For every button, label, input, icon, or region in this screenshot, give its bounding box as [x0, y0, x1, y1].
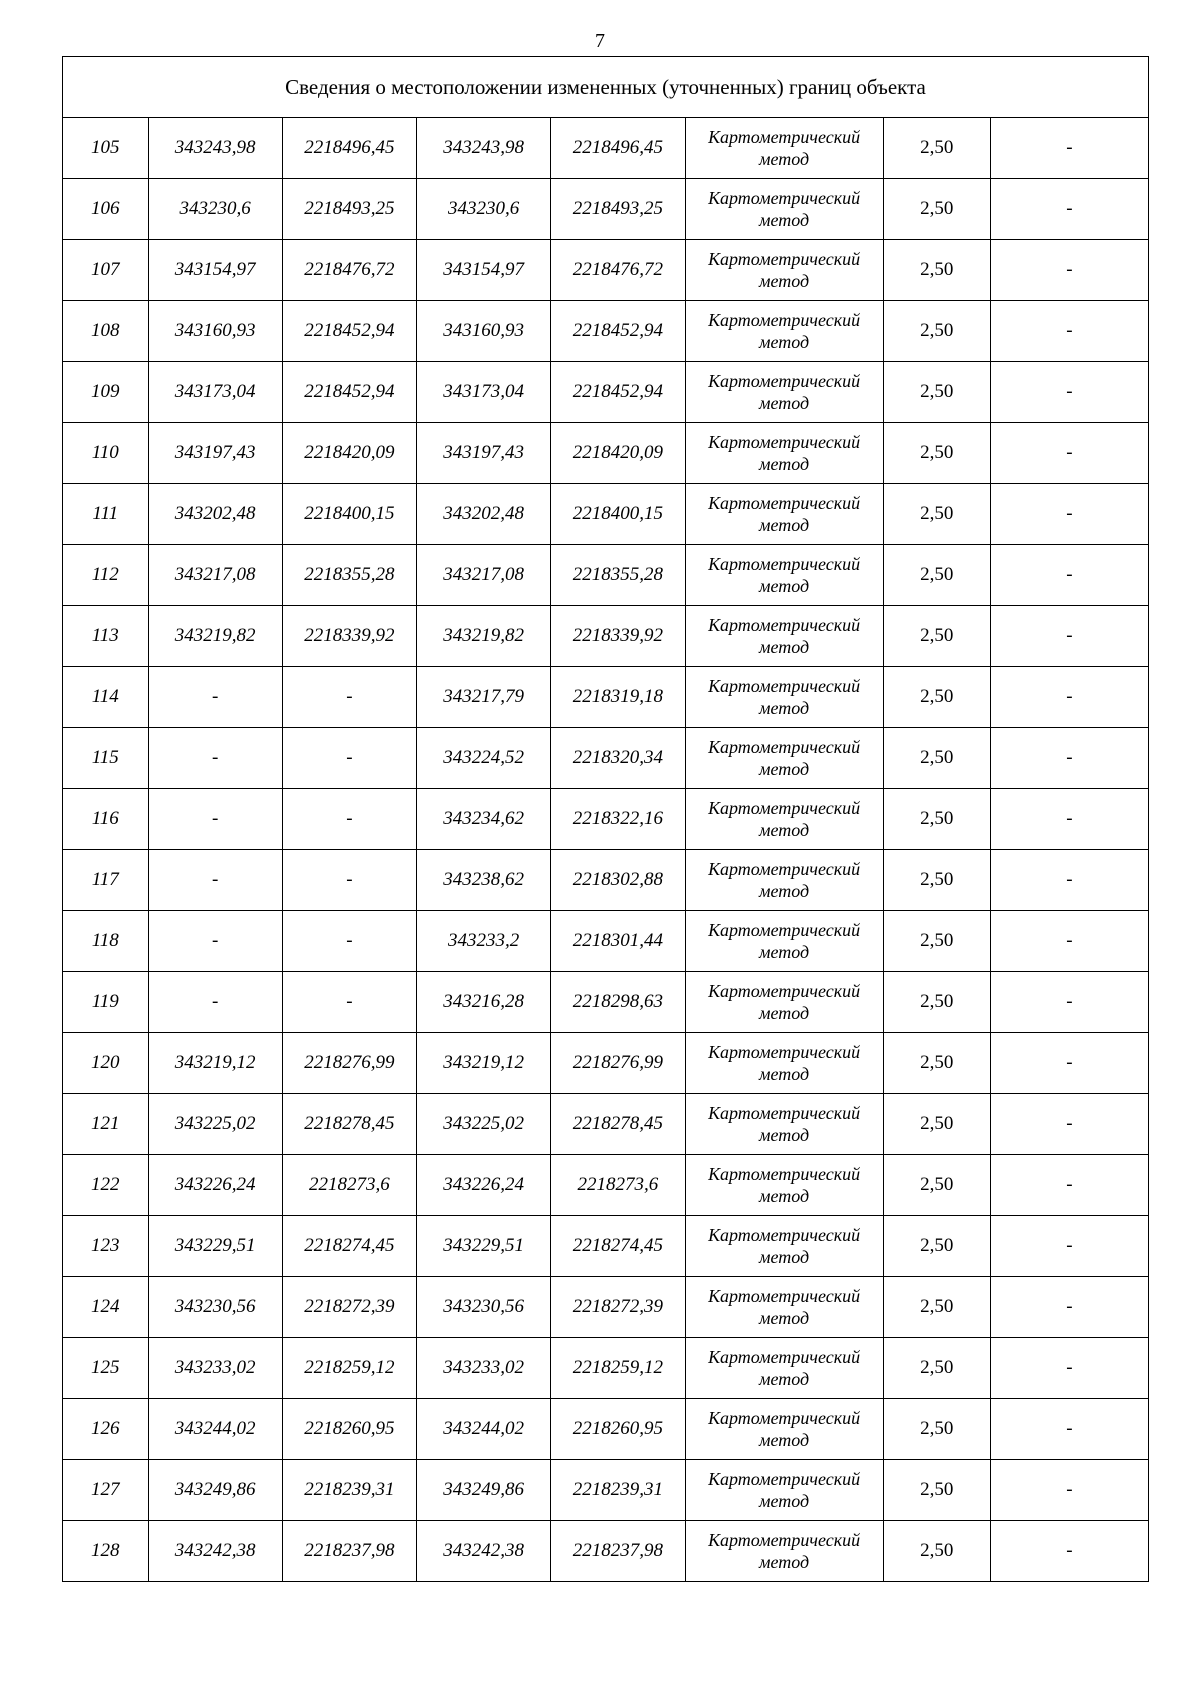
method-line-2: метод [759, 759, 810, 779]
method-line-1: Картометрический [708, 249, 861, 269]
refined-y-cell: 2218496,45 [551, 118, 685, 179]
method-line-1: Картометрический [708, 1408, 861, 1428]
note-cell: - [990, 1277, 1148, 1338]
existing-x-cell: 343219,12 [148, 1033, 282, 1094]
note-cell: - [990, 179, 1148, 240]
accuracy-cell: 2,50 [883, 1277, 990, 1338]
accuracy-cell: 2,50 [883, 179, 990, 240]
method-line-2: метод [759, 637, 810, 657]
method-line-1: Картометрический [708, 1347, 861, 1367]
accuracy-cell: 2,50 [883, 240, 990, 301]
existing-x-cell: 343230,56 [148, 1277, 282, 1338]
method-line-1: Картометрический [708, 188, 861, 208]
table-row [63, 1399, 1149, 1460]
refined-x-cell: 343238,62 [417, 850, 551, 911]
existing-y-cell: - [282, 911, 416, 972]
method-line-2: метод [759, 1552, 810, 1572]
accuracy-cell: 2,50 [883, 667, 990, 728]
accuracy-cell: 2,50 [883, 301, 990, 362]
refined-y-cell: 2218452,94 [551, 301, 685, 362]
accuracy-cell: 2,50 [883, 606, 990, 667]
refined-x-cell: 343229,51 [417, 1216, 551, 1277]
accuracy-cell: 2,50 [883, 1094, 990, 1155]
existing-y-cell: 2218452,94 [282, 301, 416, 362]
existing-y-cell: - [282, 850, 416, 911]
note-cell: - [990, 484, 1148, 545]
table-row [63, 301, 1149, 362]
refined-x-cell: 343244,02 [417, 1399, 551, 1460]
refined-x-cell: 343230,6 [417, 179, 551, 240]
point-number-cell: 110 [63, 423, 149, 484]
method-cell [685, 789, 883, 850]
method-line-1: Картометрический [708, 920, 861, 940]
note-cell: - [990, 1033, 1148, 1094]
existing-x-cell: 343226,24 [148, 1155, 282, 1216]
table-row [63, 667, 1149, 728]
refined-y-cell: 2218260,95 [551, 1399, 685, 1460]
accuracy-cell: 2,50 [883, 1033, 990, 1094]
table-row [63, 911, 1149, 972]
method-line-2: метод [759, 1186, 810, 1206]
existing-x-cell: 343244,02 [148, 1399, 282, 1460]
point-number-cell: 113 [63, 606, 149, 667]
existing-x-cell: 343249,86 [148, 1460, 282, 1521]
refined-x-cell: 343173,04 [417, 362, 551, 423]
method-line-2: метод [759, 1247, 810, 1267]
table-row [63, 1460, 1149, 1521]
refined-x-cell: 343202,48 [417, 484, 551, 545]
refined-x-cell: 343233,02 [417, 1338, 551, 1399]
method-cell [685, 911, 883, 972]
existing-x-cell: 343202,48 [148, 484, 282, 545]
table-row [63, 1033, 1149, 1094]
method-cell [685, 667, 883, 728]
method-line-1: Картометрический [708, 1103, 861, 1123]
method-line-1: Картометрический [708, 371, 861, 391]
method-line-1: Картометрический [708, 615, 861, 635]
refined-y-cell: 2218237,98 [551, 1521, 685, 1582]
point-number-cell: 116 [63, 789, 149, 850]
method-cell [685, 1033, 883, 1094]
existing-x-cell: - [148, 972, 282, 1033]
refined-x-cell: 343224,52 [417, 728, 551, 789]
accuracy-cell: 2,50 [883, 972, 990, 1033]
existing-y-cell: 2218420,09 [282, 423, 416, 484]
boundary-coordinates-table [62, 56, 1149, 1582]
existing-x-cell: 343242,38 [148, 1521, 282, 1582]
refined-y-cell: 2218302,88 [551, 850, 685, 911]
point-number-cell: 125 [63, 1338, 149, 1399]
accuracy-cell: 2,50 [883, 545, 990, 606]
note-cell: - [990, 118, 1148, 179]
table-row [63, 1338, 1149, 1399]
existing-x-cell: 343217,08 [148, 545, 282, 606]
point-number-cell: 120 [63, 1033, 149, 1094]
table-title: Сведения о местоположении измененных (уточненных) границ объекта [63, 57, 1149, 118]
existing-y-cell: 2218278,45 [282, 1094, 416, 1155]
method-line-1: Картометрический [708, 1042, 861, 1062]
method-line-1: Картометрический [708, 432, 861, 452]
refined-y-cell: 2218239,31 [551, 1460, 685, 1521]
point-number-cell: 128 [63, 1521, 149, 1582]
method-cell [685, 1094, 883, 1155]
page-number: 7 [595, 30, 605, 52]
table-title-row [63, 57, 1149, 118]
refined-x-cell: 343242,38 [417, 1521, 551, 1582]
table-row [63, 240, 1149, 301]
existing-x-cell: 343154,97 [148, 240, 282, 301]
point-number-cell: 107 [63, 240, 149, 301]
refined-x-cell: 343219,82 [417, 606, 551, 667]
existing-x-cell: 343230,6 [148, 179, 282, 240]
existing-x-cell: 343197,43 [148, 423, 282, 484]
refined-x-cell: 343154,97 [417, 240, 551, 301]
accuracy-cell: 2,50 [883, 423, 990, 484]
note-cell: - [990, 545, 1148, 606]
method-cell [685, 1338, 883, 1399]
note-cell: - [990, 606, 1148, 667]
existing-y-cell: 2218452,94 [282, 362, 416, 423]
table-row [63, 850, 1149, 911]
note-cell: - [990, 667, 1148, 728]
refined-y-cell: 2218276,99 [551, 1033, 685, 1094]
method-line-1: Картометрический [708, 1225, 861, 1245]
point-number-cell: 118 [63, 911, 149, 972]
method-cell [685, 728, 883, 789]
refined-y-cell: 2218301,44 [551, 911, 685, 972]
accuracy-cell: 2,50 [883, 1216, 990, 1277]
accuracy-cell: 2,50 [883, 362, 990, 423]
refined-x-cell: 343216,28 [417, 972, 551, 1033]
existing-y-cell: 2218493,25 [282, 179, 416, 240]
point-number-cell: 121 [63, 1094, 149, 1155]
method-cell [685, 362, 883, 423]
table-row [63, 118, 1149, 179]
refined-x-cell: 343243,98 [417, 118, 551, 179]
existing-x-cell: 343160,93 [148, 301, 282, 362]
method-line-1: Картометрический [708, 310, 861, 330]
table-row [63, 423, 1149, 484]
existing-y-cell: 2218496,45 [282, 118, 416, 179]
method-line-1: Картометрический [708, 1530, 861, 1550]
note-cell: - [990, 1399, 1148, 1460]
refined-x-cell: 343217,79 [417, 667, 551, 728]
refined-y-cell: 2218274,45 [551, 1216, 685, 1277]
existing-x-cell: - [148, 850, 282, 911]
point-number-cell: 106 [63, 179, 149, 240]
accuracy-cell: 2,50 [883, 728, 990, 789]
existing-y-cell: 2218276,99 [282, 1033, 416, 1094]
refined-y-cell: 2218319,18 [551, 667, 685, 728]
point-number-cell: 112 [63, 545, 149, 606]
method-cell [685, 1155, 883, 1216]
refined-y-cell: 2218420,09 [551, 423, 685, 484]
method-cell [685, 1521, 883, 1582]
existing-y-cell: 2218476,72 [282, 240, 416, 301]
table-row [63, 484, 1149, 545]
table-row [63, 1155, 1149, 1216]
note-cell: - [990, 1155, 1148, 1216]
refined-x-cell: 343197,43 [417, 423, 551, 484]
note-cell: - [990, 423, 1148, 484]
method-line-2: метод [759, 881, 810, 901]
refined-y-cell: 2218339,92 [551, 606, 685, 667]
note-cell: - [990, 911, 1148, 972]
accuracy-cell: 2,50 [883, 1155, 990, 1216]
point-number-cell: 114 [63, 667, 149, 728]
method-cell [685, 179, 883, 240]
method-line-2: метод [759, 515, 810, 535]
method-cell [685, 423, 883, 484]
refined-y-cell: 2218273,6 [551, 1155, 685, 1216]
table-row [63, 1521, 1149, 1582]
method-line-2: метод [759, 942, 810, 962]
method-line-2: метод [759, 698, 810, 718]
point-number-cell: 123 [63, 1216, 149, 1277]
existing-x-cell: 343229,51 [148, 1216, 282, 1277]
method-line-2: метод [759, 1125, 810, 1145]
table-row [63, 545, 1149, 606]
method-line-2: метод [759, 210, 810, 230]
accuracy-cell: 2,50 [883, 850, 990, 911]
refined-y-cell: 2218355,28 [551, 545, 685, 606]
point-number-cell: 122 [63, 1155, 149, 1216]
method-cell [685, 301, 883, 362]
method-cell [685, 545, 883, 606]
method-cell [685, 118, 883, 179]
refined-y-cell: 2218298,63 [551, 972, 685, 1033]
method-cell [685, 606, 883, 667]
note-cell: - [990, 1460, 1148, 1521]
existing-y-cell: 2218274,45 [282, 1216, 416, 1277]
method-cell [685, 1277, 883, 1338]
method-line-1: Картометрический [708, 493, 861, 513]
refined-y-cell: 2218259,12 [551, 1338, 685, 1399]
refined-x-cell: 343249,86 [417, 1460, 551, 1521]
point-number-cell: 109 [63, 362, 149, 423]
note-cell: - [990, 301, 1148, 362]
method-cell [685, 850, 883, 911]
note-cell: - [990, 972, 1148, 1033]
refined-y-cell: 2218493,25 [551, 179, 685, 240]
note-cell: - [990, 362, 1148, 423]
method-line-1: Картометрический [708, 737, 861, 757]
table-row [63, 728, 1149, 789]
point-number-cell: 117 [63, 850, 149, 911]
refined-y-cell: 2218272,39 [551, 1277, 685, 1338]
refined-y-cell: 2218476,72 [551, 240, 685, 301]
existing-x-cell: 343233,02 [148, 1338, 282, 1399]
method-line-2: метод [759, 1308, 810, 1328]
method-cell [685, 240, 883, 301]
existing-x-cell: - [148, 911, 282, 972]
method-line-2: метод [759, 271, 810, 291]
existing-x-cell: 343225,02 [148, 1094, 282, 1155]
refined-y-cell: 2218278,45 [551, 1094, 685, 1155]
existing-y-cell: 2218239,31 [282, 1460, 416, 1521]
refined-x-cell: 343234,62 [417, 789, 551, 850]
refined-y-cell: 2218322,16 [551, 789, 685, 850]
point-number-cell: 111 [63, 484, 149, 545]
existing-y-cell: - [282, 667, 416, 728]
existing-x-cell: 343173,04 [148, 362, 282, 423]
existing-y-cell: 2218355,28 [282, 545, 416, 606]
method-line-2: метод [759, 454, 810, 474]
method-line-1: Картометрический [708, 1469, 861, 1489]
accuracy-cell: 2,50 [883, 484, 990, 545]
table-body [63, 118, 1149, 1582]
method-line-2: метод [759, 1369, 810, 1389]
accuracy-cell: 2,50 [883, 1460, 990, 1521]
existing-y-cell: 2218339,92 [282, 606, 416, 667]
note-cell: - [990, 789, 1148, 850]
accuracy-cell: 2,50 [883, 789, 990, 850]
method-line-2: метод [759, 576, 810, 596]
method-cell [685, 972, 883, 1033]
existing-x-cell: - [148, 728, 282, 789]
existing-y-cell: - [282, 728, 416, 789]
point-number-cell: 127 [63, 1460, 149, 1521]
accuracy-cell: 2,50 [883, 1338, 990, 1399]
method-line-1: Картометрический [708, 1286, 861, 1306]
method-line-2: метод [759, 1430, 810, 1450]
existing-x-cell: - [148, 789, 282, 850]
accuracy-cell: 2,50 [883, 1521, 990, 1582]
refined-x-cell: 343160,93 [417, 301, 551, 362]
point-number-cell: 124 [63, 1277, 149, 1338]
note-cell: - [990, 850, 1148, 911]
method-line-2: метод [759, 393, 810, 413]
point-number-cell: 105 [63, 118, 149, 179]
refined-y-cell: 2218320,34 [551, 728, 685, 789]
accuracy-cell: 2,50 [883, 1399, 990, 1460]
existing-x-cell: - [148, 667, 282, 728]
existing-y-cell: - [282, 972, 416, 1033]
refined-x-cell: 343219,12 [417, 1033, 551, 1094]
table-row [63, 1277, 1149, 1338]
table-row [63, 1094, 1149, 1155]
note-cell: - [990, 1094, 1148, 1155]
method-cell [685, 1399, 883, 1460]
point-number-cell: 108 [63, 301, 149, 362]
point-number-cell: 126 [63, 1399, 149, 1460]
existing-y-cell: 2218400,15 [282, 484, 416, 545]
refined-x-cell: 343230,56 [417, 1277, 551, 1338]
table-row [63, 179, 1149, 240]
existing-y-cell: 2218273,6 [282, 1155, 416, 1216]
method-line-1: Картометрический [708, 981, 861, 1001]
refined-y-cell: 2218452,94 [551, 362, 685, 423]
method-cell [685, 1460, 883, 1521]
method-line-2: метод [759, 1003, 810, 1023]
note-cell: - [990, 1338, 1148, 1399]
table-row [63, 606, 1149, 667]
method-line-2: метод [759, 1491, 810, 1511]
method-line-2: метод [759, 149, 810, 169]
method-line-1: Картометрический [708, 554, 861, 574]
existing-x-cell: 343243,98 [148, 118, 282, 179]
method-cell [685, 484, 883, 545]
method-line-1: Картометрический [708, 676, 861, 696]
table-row [63, 1216, 1149, 1277]
method-line-1: Картометрический [708, 127, 861, 147]
table-row [63, 789, 1149, 850]
method-line-2: метод [759, 332, 810, 352]
refined-x-cell: 343217,08 [417, 545, 551, 606]
accuracy-cell: 2,50 [883, 911, 990, 972]
existing-y-cell: 2218259,12 [282, 1338, 416, 1399]
refined-x-cell: 343225,02 [417, 1094, 551, 1155]
existing-y-cell: - [282, 789, 416, 850]
table-row [63, 972, 1149, 1033]
refined-x-cell: 343226,24 [417, 1155, 551, 1216]
existing-y-cell: 2218260,95 [282, 1399, 416, 1460]
note-cell: - [990, 728, 1148, 789]
method-line-1: Картометрический [708, 859, 861, 879]
method-line-1: Картометрический [708, 798, 861, 818]
method-line-1: Картометрический [708, 1164, 861, 1184]
note-cell: - [990, 1216, 1148, 1277]
point-number-cell: 119 [63, 972, 149, 1033]
refined-x-cell: 343233,2 [417, 911, 551, 972]
existing-x-cell: 343219,82 [148, 606, 282, 667]
note-cell: - [990, 1521, 1148, 1582]
existing-y-cell: 2218237,98 [282, 1521, 416, 1582]
note-cell: - [990, 240, 1148, 301]
method-cell [685, 1216, 883, 1277]
refined-y-cell: 2218400,15 [551, 484, 685, 545]
accuracy-cell: 2,50 [883, 118, 990, 179]
existing-y-cell: 2218272,39 [282, 1277, 416, 1338]
table-row [63, 362, 1149, 423]
method-line-2: метод [759, 820, 810, 840]
point-number-cell: 115 [63, 728, 149, 789]
method-line-2: метод [759, 1064, 810, 1084]
